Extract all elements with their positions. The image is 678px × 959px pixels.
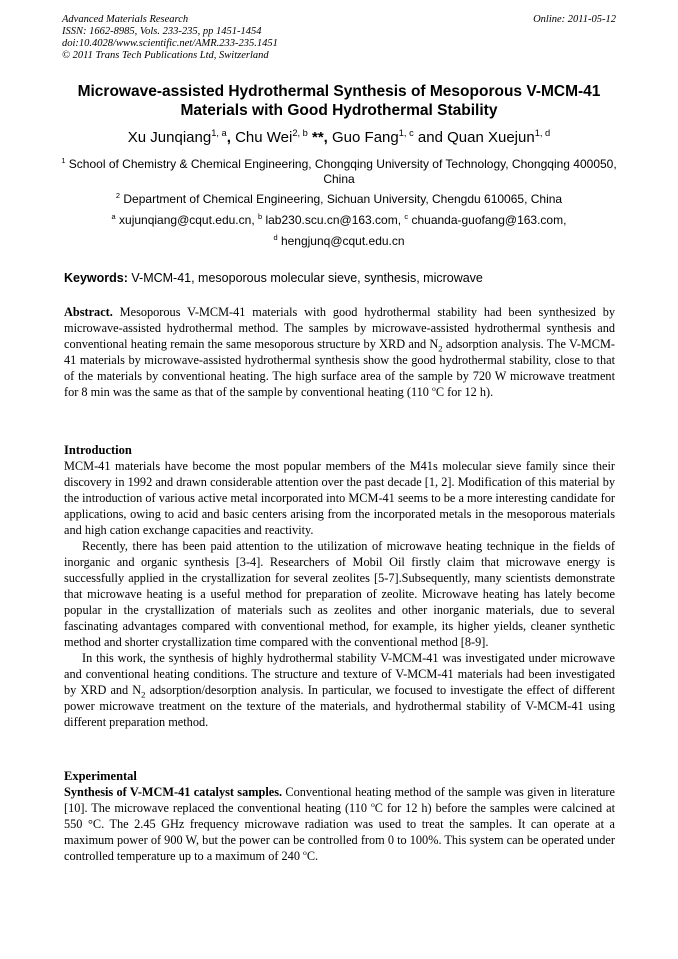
email-sup: a — [111, 212, 116, 221]
affiliation-2 — [55, 192, 623, 207]
email-address[interactable]: hengjunq@cqut.edu.cn — [280, 234, 405, 248]
author-affil-sup: 1, d — [534, 128, 551, 138]
paper-title — [50, 82, 628, 120]
experimental-paragraph — [64, 784, 615, 864]
superscript: o — [432, 383, 436, 393]
affiliation-2-sup: 2 — [115, 191, 121, 200]
email-address[interactable]: lab230.scu.cn@163.com — [265, 213, 398, 227]
author-list — [50, 129, 628, 147]
author-name: Quan Xuejun — [447, 129, 535, 146]
email-sup: c — [404, 212, 409, 221]
intro-paragraph-1: MCM-41 materials have become the most popular members of the M41s molecular sieve family since their discovery in 1992 and drawn considerable attention over the past decade [1, 2]. Modification of this material by the introduction of various active metal incorporated into MCM-41 seems to be a more interesting candidate for applications, owing to acid and basic centers arising from the incorporated metals in the mesoporous materials and high cation exchange capacities and reactivity. — [64, 459, 615, 537]
author-affil-sup: 1, a — [211, 128, 227, 138]
author-name: Xu Junqiang — [127, 129, 212, 146]
introduction-section — [64, 442, 615, 730]
email-line — [55, 213, 623, 228]
affiliation-1-sup: 1 — [61, 156, 66, 165]
corresponding-mark: ** — [307, 129, 324, 146]
keywords-label: Keywords: — [64, 271, 128, 285]
author-name: Guo Fang — [332, 129, 399, 146]
abstract-text: C for 12 h). — [435, 385, 494, 399]
affiliation-2-text: Department of Chemical Engineering, Sichuan University, Chengdu 610065, China — [123, 192, 563, 206]
intro-paragraph-3 — [64, 650, 615, 730]
abstract-text: Mesoporous V-MCM-41 materials with good hydrothermal stability had been synthesized by microwave-assisted hydrothermal method. The samples by microwave-assisted hydrothermal synthesis and conventional heating remain the same mesoporous structure by XRD and N — [64, 305, 615, 351]
author-affil-sup: 1, c — [398, 128, 414, 138]
experimental-heading: Experimental — [64, 769, 137, 783]
subscript: 2 — [438, 343, 443, 354]
intro-text: adsorption/desorption analysis. In particular, we focused to investigate the effect of different power microwave treatment on the texture of the materials, and hydrothermal stability of V-MCM-41 using different preparation method. — [64, 683, 615, 729]
intro-paragraph-2: Recently, there has been paid attention to the utilization of microwave heating technique in the fields of inorganic and organic synthesis [3-4]. Researchers of Mobil Oil firstly claim that microwave energy is successfully applied in the crystallization for several zeolites [5-7].Subsequently, many scientists demonstrate that microwave heating is a useful method for preparation of zeolite. Microwave heating has lately become popular in the crystallization of materials such as zeolites and other inorganic materials, due to several fascinating advantages compared with conventional method, for example, its higher yields, cleaner synthetic method and shorter crystallization time compared with the conventional method [8-9]. — [64, 539, 615, 649]
email-address[interactable]: xujunqiang@cqut.edu.cn — [119, 213, 252, 227]
email-sup: d — [273, 233, 278, 242]
email-separator: , — [563, 213, 567, 227]
subscript: 2 — [141, 689, 146, 700]
author-affil-sup: 2, b — [292, 128, 308, 138]
superscript: o — [303, 847, 307, 857]
experimental-section — [64, 768, 615, 864]
journal-name: Advanced Materials Research — [62, 14, 189, 25]
author-name: Chu Wei — [235, 129, 293, 146]
experimental-text: C. — [306, 849, 319, 863]
email-line-2 — [55, 234, 623, 249]
abstract-label: Abstract. — [64, 305, 113, 319]
affiliation-1 — [55, 157, 623, 187]
email-sup: b — [257, 212, 263, 221]
email-separator: , — [397, 213, 405, 227]
introduction-heading: Introduction — [64, 443, 132, 457]
experimental-text: Conventional heating method of the sample was given in literature [10]. The microwave replaced the conventional heating (110 — [64, 785, 615, 815]
author-separator: , — [226, 129, 236, 146]
online-date: Online: 2011-05-12 — [533, 14, 616, 25]
issn-line: ISSN: 1662-8985, Vols. 233-235, pp 1451-1454 — [62, 26, 262, 37]
experimental-text: C for 12 h) before the samples were calcined at 550 °C. The 2.45 GHz frequency microwave radiation was used to treat the samples. It can operate at a maximum power of 900 W, but the power can be controlled from 0 to 100%. This system can be operated under controlled temperature up to a maximum of 240 — [64, 801, 615, 863]
email-separator: , — [251, 213, 258, 227]
abstract-text: adsorption analysis. The V-MCM-41 materials by microwave-assisted hydrothermal synthesis show the good hydrothermal stability, close to that of the materials by conventional heating. The high surface area of the sample by 720 W microwave treatment for 8 min was the same as that of the sample by conventional heating (110 — [64, 337, 615, 399]
superscript: o — [370, 799, 375, 809]
doi-line: doi:10.4028/www.scientific.net/AMR.233-235.1451 — [62, 38, 278, 49]
experimental-subheading: Synthesis of V-MCM-41 catalyst samples. — [64, 785, 283, 799]
abstract — [64, 304, 615, 400]
author-separator: , — [323, 129, 333, 146]
copyright-line: © 2011 Trans Tech Publications Ltd, Switzerland — [62, 50, 269, 61]
title-line-2: Materials with Good Hydrothermal Stability — [180, 102, 498, 119]
affiliation-1-text: School of Chemistry & Chemical Engineering, Chongqing University of Technology, Chongqing 400050, China — [68, 157, 617, 186]
author-separator: and — [413, 129, 448, 146]
journal-header — [62, 14, 616, 62]
email-address[interactable]: chuanda-guofang@163.com — [411, 213, 564, 227]
intro-text: In this work, the synthesis of highly hydrothermal stability V-MCM-41 was investigated under microwave and conventional heating conditions. The structure and texture of V-MCM-41 materials had been investigated by XRD and N — [64, 651, 615, 697]
keywords — [64, 271, 624, 285]
title-line-1: Microwave-assisted Hydrothermal Synthesis of Mesoporous V-MCM-41 — [77, 83, 601, 100]
keywords-text: V-MCM-41, mesoporous molecular sieve, synthesis, microwave — [127, 271, 483, 285]
